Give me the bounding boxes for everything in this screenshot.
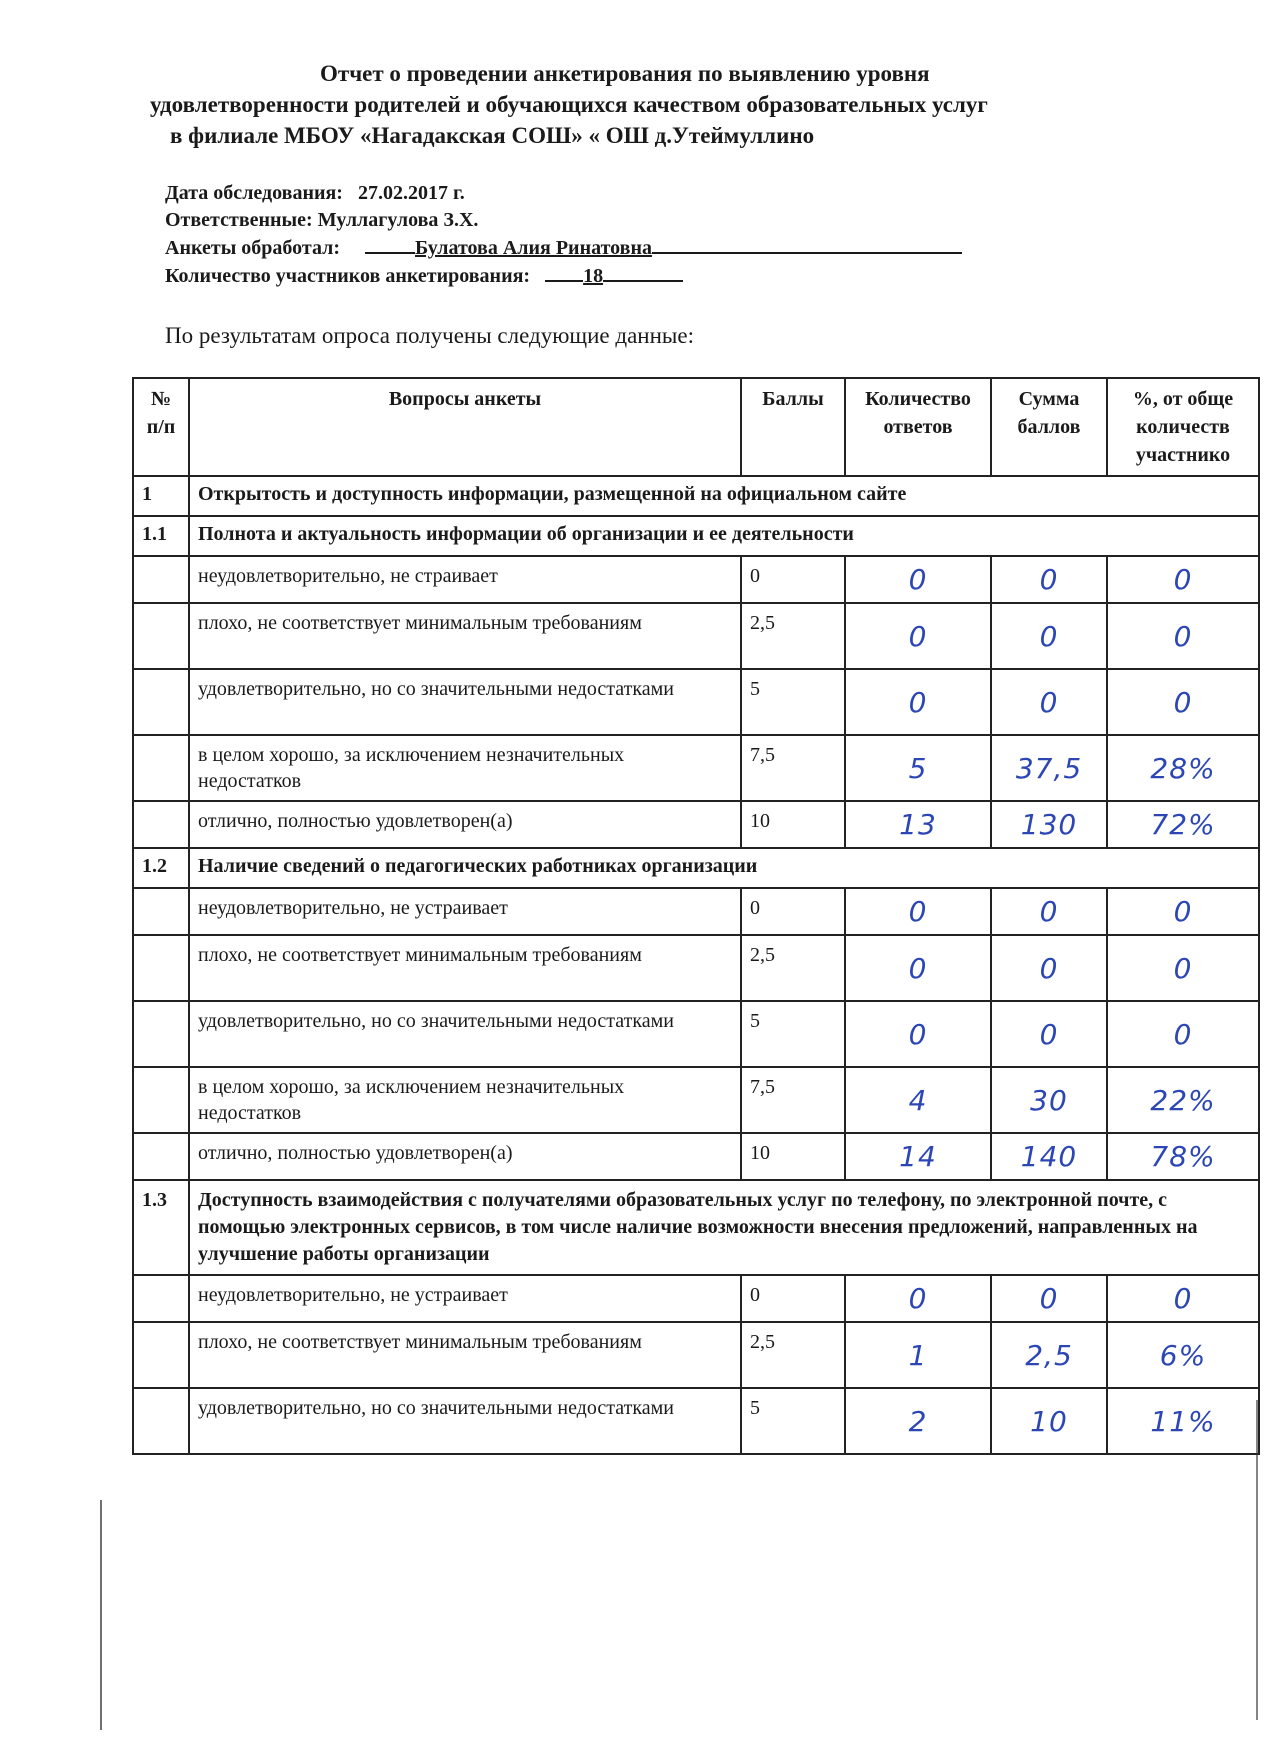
sum-cell: 140 [991,1133,1107,1180]
processed-value: Булатова Алия Ринатовна [415,237,652,259]
sum-cell: 0 [991,669,1107,735]
underline-blank [652,234,962,254]
percent-cell: 28% [1107,735,1259,801]
option-label: плохо, не соответствует минимальным требованиям [189,1322,741,1388]
option-label: удовлетворительно, но со значительными недостатками [189,1388,741,1454]
sum-cell: 0 [991,1275,1107,1322]
points-cell: 7,5 [741,1067,845,1133]
intro-text: По результатам опроса получены следующие данные: [165,323,694,348]
table-row [133,1001,1259,1067]
table-row [133,801,1259,848]
section-row [133,1180,1259,1275]
points-cell: 5 [741,1388,845,1454]
table-row [133,735,1259,801]
header-count: Количество ответов [845,378,991,476]
section-num: 1.2 [133,848,189,888]
sum-cell: 130 [991,801,1107,848]
underline-blank [603,262,683,282]
section-title: Наличие сведений о педагогических работниках организации [189,848,1259,888]
sum-cell: 30 [991,1067,1107,1133]
option-label: неудовлетворительно, не устраивает [189,1275,741,1322]
table-row [133,888,1259,935]
count-cell: 5 [845,735,991,801]
count-cell: 13 [845,801,991,848]
date-label: Дата обследования: [165,182,343,204]
points-cell: 0 [741,1275,845,1322]
percent-cell: 0 [1107,888,1259,935]
percent-cell: 0 [1107,1001,1259,1067]
section-title: Полнота и актуальность информации об организации и ее деятельности [189,516,1259,556]
points-cell: 7,5 [741,735,845,801]
option-label: в целом хорошо, за исключением незначительных недостатков [189,735,741,801]
responsible-label: Ответственные: [165,209,313,231]
points-cell: 10 [741,801,845,848]
sum-cell: 10 [991,1388,1107,1454]
count-cell: 14 [845,1133,991,1180]
meta-processed [165,234,962,262]
sum-cell: 37,5 [991,735,1107,801]
sum-cell: 2,5 [991,1322,1107,1388]
sum-cell: 0 [991,888,1107,935]
meta-date [165,180,962,207]
survey-meta [165,180,962,290]
count-cell: 0 [845,603,991,669]
points-cell: 2,5 [741,1322,845,1388]
section-num: 1 [133,476,189,516]
sum-cell: 0 [991,1001,1107,1067]
table-row [133,1275,1259,1322]
points-cell: 5 [741,669,845,735]
count-cell: 2 [845,1388,991,1454]
sum-cell: 0 [991,935,1107,1001]
points-cell: 2,5 [741,935,845,1001]
points-cell: 2,5 [741,603,845,669]
table-header-row [133,378,1259,476]
option-label: удовлетворительно, но со значительными недостатками [189,669,741,735]
table-row [133,1388,1259,1454]
header-sum: Сумма баллов [991,378,1107,476]
section-row [133,848,1259,888]
meta-responsible [165,207,962,234]
processed-label: Анкеты обработал: [165,237,341,259]
table-row [133,1322,1259,1388]
participants-value: 18 [583,265,604,287]
date-value: 27.02.2017 г. [357,182,465,204]
table-row [133,603,1259,669]
percent-cell: 0 [1107,603,1259,669]
header-percent: %, от обще количеств участнико [1107,378,1259,476]
title-line-3: в филиале МБОУ «Нагадакская СОШ» « ОШ д.Утеймуллино [170,123,815,148]
sum-cell: 0 [991,603,1107,669]
percent-cell: 6% [1107,1322,1259,1388]
points-cell: 5 [741,1001,845,1067]
percent-cell: 78% [1107,1133,1259,1180]
scan-edge-right [1256,1400,1258,1720]
header-num: № п/п [133,378,189,476]
title-line-2: удовлетворенности родителей и обучающихся качеством образовательных услуг [150,92,988,117]
count-cell: 0 [845,1275,991,1322]
table-row [133,1067,1259,1133]
percent-cell: 22% [1107,1067,1259,1133]
count-cell: 0 [845,888,991,935]
count-cell: 4 [845,1067,991,1133]
option-label: плохо, не соответствует минимальным требованиям [189,935,741,1001]
count-cell: 1 [845,1322,991,1388]
section-title: Доступность взаимодействия с получателями образовательных услуг по телефону, по электронной почте, с помощью электронных сервисов, в том числе наличие возможности внесения предложений, направленных на улучшение работы организации [189,1180,1259,1275]
count-cell: 0 [845,935,991,1001]
participants-label: Количество участников анкетирования: [165,265,531,287]
scan-edge-left [100,1500,102,1730]
option-label: отлично, полностью удовлетворен(а) [189,1133,741,1180]
option-label: в целом хорошо, за исключением незначительных недостатков [189,1067,741,1133]
meta-participants [165,262,962,290]
section-num: 1.3 [133,1180,189,1275]
survey-table [132,377,1260,1455]
percent-cell: 0 [1107,556,1259,603]
count-cell: 0 [845,556,991,603]
section-row [133,476,1259,516]
table-row [133,669,1259,735]
percent-cell: 72% [1107,801,1259,848]
report-title [150,58,1260,151]
percent-cell: 11% [1107,1388,1259,1454]
option-label: отлично, полностью удовлетворен(а) [189,801,741,848]
count-cell: 0 [845,669,991,735]
underline-blank [365,234,415,254]
points-cell: 0 [741,888,845,935]
title-line-1: Отчет о проведении анкетирования по выявлению уровня [320,61,930,86]
percent-cell: 0 [1107,935,1259,1001]
points-cell: 0 [741,556,845,603]
points-cell: 10 [741,1133,845,1180]
option-label: неудовлетворительно, не устраивает [189,888,741,935]
section-row [133,516,1259,556]
responsible-value: Муллагулова З.Х. [317,209,479,231]
header-question: Вопросы анкеты [189,378,741,476]
underline-blank [545,262,583,282]
option-label: плохо, не соответствует минимальным требованиям [189,603,741,669]
header-points: Баллы [741,378,845,476]
percent-cell: 0 [1107,1275,1259,1322]
option-label: удовлетворительно, но со значительными недостатками [189,1001,741,1067]
section-num: 1.1 [133,516,189,556]
table-row [133,935,1259,1001]
sum-cell: 0 [991,556,1107,603]
table-row [133,556,1259,603]
option-label: неудовлетворительно, не страивает [189,556,741,603]
count-cell: 0 [845,1001,991,1067]
percent-cell: 0 [1107,669,1259,735]
table-row [133,1133,1259,1180]
section-title: Открытость и доступность информации, размещенной на официальном сайте [189,476,1259,516]
